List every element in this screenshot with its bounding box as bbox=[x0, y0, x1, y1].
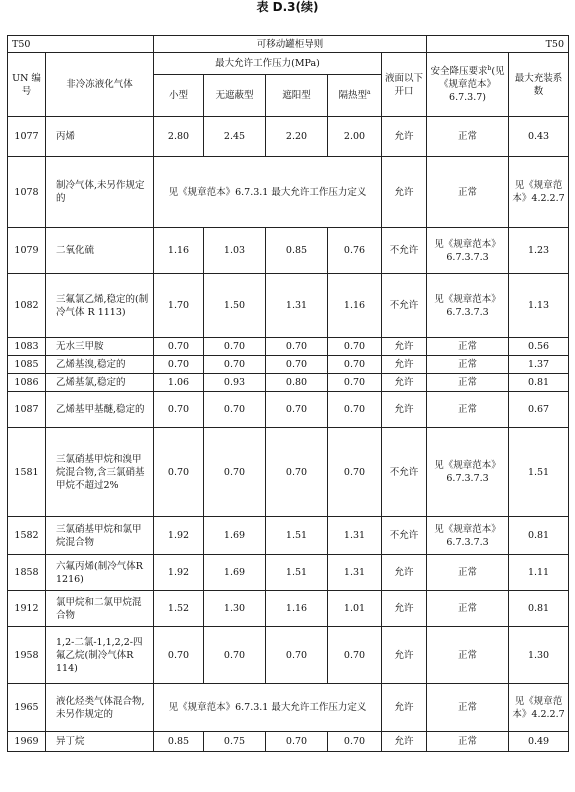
sunshield-pressure-cell: 0.70 bbox=[266, 356, 328, 374]
fill-ratio-cell: 见《规章范本》4.2.2.7 bbox=[509, 684, 569, 732]
insulated-pressure-cell: 1.16 bbox=[328, 274, 382, 338]
small-pressure-cell: 0.70 bbox=[154, 627, 204, 684]
relief-header: 安全降压要求$^b$(见《规章范本》6.7.3.7) bbox=[427, 53, 509, 117]
gas-name-cell: 三氯硝基甲烷和溴甲烷混合物,含三氯硝基甲烷不超过2% bbox=[46, 428, 154, 517]
table-row bbox=[8, 732, 569, 752]
header-row-1 bbox=[8, 53, 569, 75]
fill-ratio-cell: 1.30 bbox=[509, 627, 569, 684]
small-pressure-cell: 0.70 bbox=[154, 392, 204, 428]
bare-pressure-cell: 1.69 bbox=[204, 517, 266, 555]
table-title: 表 D.3(续) bbox=[256, 0, 319, 14]
fill-ratio-cell: 0.56 bbox=[509, 338, 569, 356]
sunshield-pressure-cell: 0.70 bbox=[266, 392, 328, 428]
table-row bbox=[8, 428, 569, 517]
table-row bbox=[8, 684, 569, 732]
small-pressure-cell: 1.16 bbox=[154, 228, 204, 274]
relief-cell: 正常 bbox=[427, 374, 509, 392]
small-pressure-cell: 0.85 bbox=[154, 732, 204, 752]
un-header: UN 编号 bbox=[8, 53, 46, 117]
un-number-cell: 1969 bbox=[8, 732, 46, 752]
gas-name-cell: 制冷气体,未另作规定的 bbox=[46, 157, 154, 228]
relief-cell: 正常 bbox=[427, 392, 509, 428]
un-number-cell: 1958 bbox=[8, 627, 46, 684]
small-pressure-cell: 1.92 bbox=[154, 555, 204, 591]
bare-pressure-cell: 0.70 bbox=[204, 356, 266, 374]
sunshield-pressure-cell: 1.51 bbox=[266, 517, 328, 555]
relief-cell: 正常 bbox=[427, 157, 509, 228]
relief-cell: 正常 bbox=[427, 338, 509, 356]
bottom-opening-cell: 允许 bbox=[382, 591, 427, 627]
sunshield-pressure-cell: 0.70 bbox=[266, 428, 328, 517]
guideline-title: 可移动罐柜导则 bbox=[154, 36, 427, 53]
relief-cell: 见《规章范本》6.7.3.7.3 bbox=[427, 428, 509, 517]
fill-ratio-cell: 1.13 bbox=[509, 274, 569, 338]
fill-ratio-cell: 0.81 bbox=[509, 374, 569, 392]
insulated-pressure-cell: 0.70 bbox=[328, 392, 382, 428]
gas-name-cell: 丙烯 bbox=[46, 117, 154, 157]
relief-cell: 正常 bbox=[427, 356, 509, 374]
table-row bbox=[8, 338, 569, 356]
table-row bbox=[8, 228, 569, 274]
bare-pressure-cell: 0.70 bbox=[204, 627, 266, 684]
mawp-header: 最大允许工作压力(MPa) bbox=[154, 53, 382, 75]
table-row bbox=[8, 627, 569, 684]
bottom-opening-cell: 允许 bbox=[382, 555, 427, 591]
un-number-cell: 1581 bbox=[8, 428, 46, 517]
table-body bbox=[8, 117, 569, 752]
relief-cell: 正常 bbox=[427, 732, 509, 752]
mawp-reference-cell: 见《规章范本》6.7.3.1 最大允许工作压力定义 bbox=[154, 157, 382, 228]
insulated-pressure-cell: 0.70 bbox=[328, 732, 382, 752]
fill-ratio-cell: 0.43 bbox=[509, 117, 569, 157]
table-row bbox=[8, 356, 569, 374]
insulated-pressure-cell: 1.31 bbox=[328, 517, 382, 555]
small-pressure-cell: 2.80 bbox=[154, 117, 204, 157]
table-row bbox=[8, 274, 569, 338]
small-pressure-cell: 1.92 bbox=[154, 517, 204, 555]
gas-name-cell: 乙烯基甲基醚,稳定的 bbox=[46, 392, 154, 428]
bottom-opening-cell: 不允许 bbox=[382, 517, 427, 555]
gas-name-cell: 乙烯基溴,稳定的 bbox=[46, 356, 154, 374]
bottom-opening-cell: 不允许 bbox=[382, 228, 427, 274]
portable-tank-table bbox=[7, 35, 569, 752]
insulated-pressure-cell: 0.70 bbox=[328, 356, 382, 374]
bottom-opening-cell: 允许 bbox=[382, 732, 427, 752]
gas-name-cell: 三氟氯乙烯,稳定的(制冷气体 R 1113) bbox=[46, 274, 154, 338]
sunshield-pressure-cell: 1.31 bbox=[266, 274, 328, 338]
small-pressure-cell: 1.70 bbox=[154, 274, 204, 338]
un-number-cell: 1582 bbox=[8, 517, 46, 555]
un-number-cell: 1858 bbox=[8, 555, 46, 591]
gas-name-cell: 二氧化硫 bbox=[46, 228, 154, 274]
small-pressure-cell: 1.06 bbox=[154, 374, 204, 392]
bare-pressure-cell: 1.30 bbox=[204, 591, 266, 627]
table-row bbox=[8, 374, 569, 392]
gas-name-cell: 乙烯基氯,稳定的 bbox=[46, 374, 154, 392]
bottom-opening-cell: 允许 bbox=[382, 684, 427, 732]
fill-ratio-cell: 1.23 bbox=[509, 228, 569, 274]
un-number-cell: 1077 bbox=[8, 117, 46, 157]
bare-pressure-cell: 2.45 bbox=[204, 117, 266, 157]
un-number-cell: 1087 bbox=[8, 392, 46, 428]
sunshield-pressure-cell: 0.70 bbox=[266, 627, 328, 684]
bottom-opening-cell: 允许 bbox=[382, 627, 427, 684]
bottom-opening-cell: 允许 bbox=[382, 157, 427, 228]
un-number-cell: 1912 bbox=[8, 591, 46, 627]
relief-cell: 正常 bbox=[427, 627, 509, 684]
gas-header: 非冷冻液化气体 bbox=[46, 53, 154, 117]
table-row bbox=[8, 392, 569, 428]
t50-right: T50 bbox=[427, 36, 569, 53]
bottom-opening-cell: 允许 bbox=[382, 117, 427, 157]
sunshield-pressure-cell: 0.85 bbox=[266, 228, 328, 274]
table-row bbox=[8, 117, 569, 157]
small-pressure-cell: 1.52 bbox=[154, 591, 204, 627]
bottom-opening-cell: 允许 bbox=[382, 356, 427, 374]
insulated-pressure-cell: 2.00 bbox=[328, 117, 382, 157]
bare-pressure-cell: 0.93 bbox=[204, 374, 266, 392]
insulated-pressure-cell: 0.70 bbox=[328, 338, 382, 356]
bottom-opening-header: 液面以下开口 bbox=[382, 53, 427, 117]
fill-ratio-cell: 1.11 bbox=[509, 555, 569, 591]
bare-header: 无遮蔽型 bbox=[204, 75, 266, 117]
un-number-cell: 1079 bbox=[8, 228, 46, 274]
small-header: 小型 bbox=[154, 75, 204, 117]
bottom-opening-cell: 不允许 bbox=[382, 274, 427, 338]
un-number-cell: 1965 bbox=[8, 684, 46, 732]
table-row bbox=[8, 591, 569, 627]
bottom-opening-cell: 不允许 bbox=[382, 428, 427, 517]
sunshield-pressure-cell: 0.80 bbox=[266, 374, 328, 392]
bare-pressure-cell: 0.70 bbox=[204, 428, 266, 517]
gas-name-cell: 三氯硝基甲烷和氯甲烷混合物 bbox=[46, 517, 154, 555]
relief-cell: 正常 bbox=[427, 591, 509, 627]
fill-ratio-cell: 1.51 bbox=[509, 428, 569, 517]
sunshield-pressure-cell: 2.20 bbox=[266, 117, 328, 157]
gas-name-cell: 1,2-二氯-1,1,2,2-四氟乙烷(制冷气体R 114) bbox=[46, 627, 154, 684]
fill-ratio-cell: 1.37 bbox=[509, 356, 569, 374]
gas-name-cell: 六氟丙烯(制冷气体R 1216) bbox=[46, 555, 154, 591]
relief-cell: 见《规章范本》6.7.3.7.3 bbox=[427, 274, 509, 338]
fill-ratio-cell: 0.81 bbox=[509, 591, 569, 627]
insulated-pressure-cell: 0.70 bbox=[328, 428, 382, 517]
table-row bbox=[8, 555, 569, 591]
insulated-pressure-cell: 0.70 bbox=[328, 374, 382, 392]
bare-pressure-cell: 1.03 bbox=[204, 228, 266, 274]
t50-left: T50 bbox=[8, 36, 154, 53]
table-row bbox=[8, 157, 569, 228]
insulated-pressure-cell: 1.01 bbox=[328, 591, 382, 627]
relief-cell: 见《规章范本》6.7.3.7.3 bbox=[427, 517, 509, 555]
bottom-opening-cell: 允许 bbox=[382, 338, 427, 356]
table-row bbox=[8, 517, 569, 555]
insulated-pressure-cell: 1.31 bbox=[328, 555, 382, 591]
fill-ratio-header: 最大充装系数 bbox=[509, 53, 569, 117]
bare-pressure-cell: 0.75 bbox=[204, 732, 266, 752]
gas-name-cell: 无水三甲胺 bbox=[46, 338, 154, 356]
un-number-cell: 1078 bbox=[8, 157, 46, 228]
sunshield-header: 遮阳型 bbox=[266, 75, 328, 117]
sunshield-pressure-cell: 1.51 bbox=[266, 555, 328, 591]
relief-cell: 见《规章范本》6.7.3.7.3 bbox=[427, 228, 509, 274]
bottom-opening-cell: 允许 bbox=[382, 374, 427, 392]
relief-cell: 正常 bbox=[427, 684, 509, 732]
small-pressure-cell: 0.70 bbox=[154, 356, 204, 374]
un-number-cell: 1085 bbox=[8, 356, 46, 374]
insulated-pressure-cell: 0.76 bbox=[328, 228, 382, 274]
bottom-opening-cell: 允许 bbox=[382, 392, 427, 428]
gas-name-cell: 异丁烷 bbox=[46, 732, 154, 752]
fill-ratio-cell: 0.49 bbox=[509, 732, 569, 752]
insulated-header: 隔热型$^a$ bbox=[328, 75, 382, 117]
t50-header-row bbox=[8, 36, 569, 53]
gas-name-cell: 液化烃类气体混合物,未另作规定的 bbox=[46, 684, 154, 732]
small-pressure-cell: 0.70 bbox=[154, 428, 204, 517]
sunshield-pressure-cell: 1.16 bbox=[266, 591, 328, 627]
fill-ratio-cell: 0.81 bbox=[509, 517, 569, 555]
un-number-cell: 1086 bbox=[8, 374, 46, 392]
bare-pressure-cell: 1.50 bbox=[204, 274, 266, 338]
relief-cell: 正常 bbox=[427, 555, 509, 591]
un-number-cell: 1083 bbox=[8, 338, 46, 356]
sunshield-pressure-cell: 0.70 bbox=[266, 338, 328, 356]
bare-pressure-cell: 1.69 bbox=[204, 555, 266, 591]
bare-pressure-cell: 0.70 bbox=[204, 338, 266, 356]
gas-name-cell: 氯甲烷和二氯甲烷混合物 bbox=[46, 591, 154, 627]
mawp-reference-cell: 见《规章范本》6.7.3.1 最大允许工作压力定义 bbox=[154, 684, 382, 732]
un-number-cell: 1082 bbox=[8, 274, 46, 338]
insulated-pressure-cell: 0.70 bbox=[328, 627, 382, 684]
fill-ratio-cell: 0.67 bbox=[509, 392, 569, 428]
small-pressure-cell: 0.70 bbox=[154, 338, 204, 356]
fill-ratio-cell: 见《规章范本》4.2.2.7 bbox=[509, 157, 569, 228]
relief-cell: 正常 bbox=[427, 117, 509, 157]
bare-pressure-cell: 0.70 bbox=[204, 392, 266, 428]
sunshield-pressure-cell: 0.70 bbox=[266, 732, 328, 752]
